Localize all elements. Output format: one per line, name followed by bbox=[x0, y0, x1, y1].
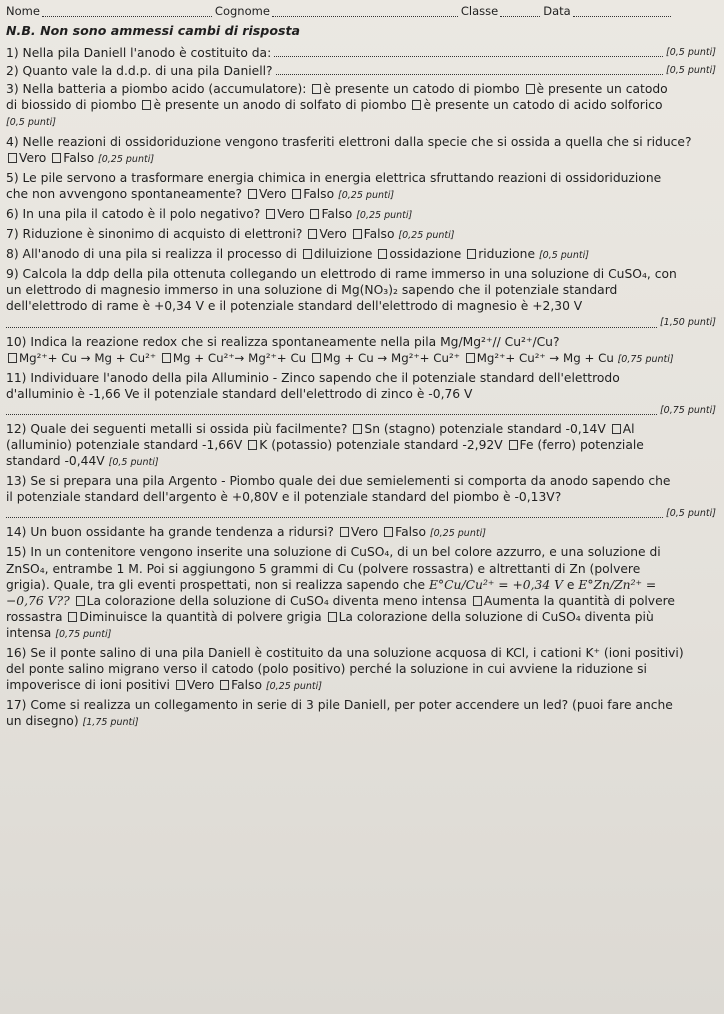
question-text: un elettrodo di magnesio immerso in una soluzione di Mg(NO₃)₂ sapendo che il potenziale standard bbox=[6, 283, 618, 298]
checkbox[interactable] bbox=[328, 612, 337, 622]
points: [0,5 punti] bbox=[108, 457, 159, 469]
question-text: 3) Nella batteria a piombo acido (accumulatore): bbox=[6, 82, 307, 97]
question-4 bbox=[6, 134, 716, 168]
question-text: 1) Nella pila Daniell l'anodo è costituito da: bbox=[6, 46, 272, 61]
option-label: standard -0,44V bbox=[6, 454, 105, 469]
checkbox[interactable] bbox=[412, 100, 421, 110]
classe-field[interactable] bbox=[500, 5, 540, 17]
question-6 bbox=[6, 206, 716, 224]
equation-cu: E°Cu/Cu²⁺ = +0,34 V bbox=[429, 577, 563, 592]
vero-label: Vero bbox=[319, 227, 347, 242]
question-2 bbox=[6, 63, 716, 79]
option-label: Diminuisce la quantità di polvere grigia bbox=[79, 609, 322, 624]
points: [0,5 punti] bbox=[666, 65, 716, 77]
checkbox-vero[interactable] bbox=[266, 209, 275, 219]
question-text: 6) In una pila il catodo è il polo negativo? bbox=[6, 206, 261, 221]
question-10 bbox=[6, 334, 716, 368]
checkbox[interactable] bbox=[467, 249, 476, 259]
points: [1,75 punti] bbox=[82, 717, 139, 729]
question-text: 15) In un contenitore vengono inserite una soluzione di CuSO₄, di un bel colore azzurro, e una soluzione di bbox=[6, 545, 661, 560]
question-text: 4) Nelle reazioni di ossidoriduzione vengono trasferiti elettroni dalla specie che si ossida a quella che si riduce? bbox=[6, 134, 692, 149]
nome-field[interactable] bbox=[42, 5, 212, 17]
nb-note: N.B. Non sono ammessi cambi di risposta bbox=[6, 23, 300, 38]
question-text: del ponte salino migrano verso il catodo (polo positivo) perché la soluzione in cui avviene la riduzione si bbox=[6, 662, 647, 677]
question-text: 10) Indica la reazione redox che si realizza spontaneamente nella pila Mg/Mg²⁺// Cu²⁺/Cu? bbox=[6, 334, 560, 349]
checkbox-vero[interactable] bbox=[340, 527, 349, 537]
points: [1,50 punti] bbox=[659, 317, 716, 329]
option-label: rossastra bbox=[6, 609, 63, 624]
question-text: grigia). Quale, tra gli eventi prospettati, non si realizza sapendo che bbox=[6, 577, 426, 592]
falso-label: Falso bbox=[63, 150, 95, 165]
question-12 bbox=[6, 421, 716, 471]
falso-label: Falso bbox=[231, 678, 262, 693]
option-label: Mg²⁺+ Cu²⁺ → Mg + Cu bbox=[476, 350, 614, 365]
question-17 bbox=[6, 697, 716, 731]
checkbox[interactable] bbox=[312, 84, 321, 94]
question-3 bbox=[6, 81, 716, 131]
classe-label: Classe bbox=[460, 3, 499, 18]
question-text: 13) Se si prepara una pila Argento - Piombo quale dei due semielementi si comporta da anodo sapendo che bbox=[6, 474, 671, 489]
answer-line[interactable] bbox=[276, 74, 663, 75]
question-text: 5) Le pile servono a trasformare energia chimica in energia elettrica sfruttando reazioni di ossidoriduzione bbox=[6, 170, 662, 185]
vero-label: Vero bbox=[19, 150, 47, 165]
answer-line[interactable] bbox=[6, 517, 663, 518]
points: [0,25 punti] bbox=[398, 230, 455, 242]
question-7 bbox=[6, 226, 716, 244]
checkbox[interactable] bbox=[303, 249, 312, 259]
option-label: La colorazione della soluzione di CuSO₄ diventa più bbox=[338, 609, 654, 624]
option-label: diluizione bbox=[313, 247, 373, 262]
vero-label: Vero bbox=[259, 186, 287, 201]
checkbox[interactable] bbox=[353, 424, 362, 434]
option-label: Sn (stagno) potenziale standard -0,14V bbox=[364, 421, 606, 436]
question-text: 12) Quale dei seguenti metalli si ossida più facilmente? bbox=[6, 421, 348, 436]
question-5 bbox=[6, 170, 716, 204]
question-text: 16) Se il ponte salino di una pila Daniell è costituito da una soluzione acquosa di KCl, i cationi K⁺ (ioni positivi) bbox=[6, 646, 684, 660]
question-text: 17) Come si realizza un collegamento in serie di 3 pile Daniell, per poter accendere un led? (puoi fare anche bbox=[6, 698, 673, 713]
nome-label: Nome bbox=[6, 3, 40, 18]
question-1 bbox=[6, 45, 716, 61]
points: [0,5 punti] bbox=[538, 250, 589, 262]
cognome-field[interactable] bbox=[272, 5, 458, 17]
question-13 bbox=[6, 473, 716, 522]
question-text: d'alluminio è -1,66 Ve il potenziale standard dell'elettrodo di zinco è -0,76 V bbox=[6, 386, 473, 401]
equation-zn-value: −0,76 V?? bbox=[6, 593, 70, 608]
checkbox-vero[interactable] bbox=[176, 680, 185, 690]
question-11 bbox=[6, 370, 716, 419]
question-text: 9) Calcola la ddp della pila ottenuta collegando un elettrodo di rame immerso in una soluzione di CuSO₄, con bbox=[6, 267, 677, 282]
option-label: K (potassio) potenziale standard -2,92V bbox=[259, 437, 503, 452]
checkbox-vero[interactable] bbox=[248, 189, 257, 199]
vero-label: Vero bbox=[186, 678, 215, 693]
checkbox[interactable] bbox=[8, 353, 17, 363]
data-label: Data bbox=[543, 3, 571, 18]
checkbox[interactable] bbox=[68, 612, 77, 622]
option-label: intensa bbox=[6, 625, 52, 640]
option-label: La colorazione della soluzione di CuSO₄ diventa meno intensa bbox=[86, 593, 467, 608]
checkbox-falso[interactable] bbox=[310, 209, 319, 219]
question-8 bbox=[6, 246, 716, 264]
question-text: il potenziale standard dell'argento è +0,80V e il potenziale standard del piombo è -0,13V? bbox=[6, 490, 562, 505]
points: [0,25 punti] bbox=[98, 153, 155, 165]
checkbox[interactable] bbox=[142, 100, 151, 110]
falso-label: Falso bbox=[321, 206, 353, 221]
points: [0,25 punti] bbox=[429, 528, 486, 540]
falso-label: Falso bbox=[395, 525, 426, 540]
vero-label: Vero bbox=[350, 525, 379, 540]
checkbox[interactable] bbox=[378, 249, 387, 259]
points: [0,25 punti] bbox=[356, 209, 413, 221]
question-text: un disegno) bbox=[6, 714, 79, 729]
checkbox[interactable] bbox=[76, 596, 85, 606]
option-label: Mg²⁺+ Cu → Mg + Cu²⁺ bbox=[19, 350, 157, 365]
answer-line[interactable] bbox=[6, 414, 657, 415]
option-label: ossidazione bbox=[389, 247, 462, 262]
equation-zn: E°Zn/Zn²⁺ = bbox=[578, 577, 657, 592]
points: [0,25 punti] bbox=[338, 189, 395, 201]
vero-label: Vero bbox=[277, 206, 305, 221]
checkbox-vero[interactable] bbox=[8, 153, 17, 163]
points: [0,5 punti] bbox=[666, 47, 716, 59]
question-text: 2) Quanto vale la d.d.p. di una pila Daniell? bbox=[6, 64, 273, 79]
option-label: è presente un catodo di acido solforico bbox=[423, 98, 663, 113]
option-label: è presente un anodo di solfato di piombo bbox=[153, 98, 407, 113]
question-text: 14) Un buon ossidante ha grande tendenza a ridursi? bbox=[6, 525, 334, 540]
option-label: Aumenta la quantità di polvere bbox=[483, 593, 675, 608]
checkbox-falso[interactable] bbox=[52, 153, 61, 163]
points: [0,75 punti] bbox=[659, 404, 716, 416]
checkbox-falso[interactable] bbox=[292, 189, 301, 199]
falso-label: Falso bbox=[363, 227, 395, 242]
question-9 bbox=[6, 266, 716, 331]
checkbox[interactable] bbox=[473, 596, 482, 606]
checkbox[interactable] bbox=[162, 353, 171, 363]
option-label: è presente un catodo bbox=[536, 82, 668, 97]
question-text: 11) Individuare l'anodo della pila Alluminio - Zinco sapendo che il potenziale standard dell'elettrodo bbox=[6, 370, 620, 385]
answer-line[interactable] bbox=[274, 56, 663, 57]
cognome-label: Cognome bbox=[214, 3, 270, 18]
points: [0,5 punti] bbox=[666, 508, 716, 520]
question-text: 7) Riduzione è sinonimo di acquisto di elettroni? bbox=[6, 227, 303, 242]
checkbox-falso[interactable] bbox=[384, 527, 393, 537]
checkbox[interactable] bbox=[509, 440, 518, 450]
falso-label: Falso bbox=[303, 186, 335, 201]
question-text: che non avvengono spontaneamente? bbox=[6, 186, 243, 201]
question-16 bbox=[6, 645, 716, 695]
option-label: Mg + Cu²⁺→ Mg²⁺+ Cu bbox=[172, 350, 307, 365]
question-text: ZnSO₄, entrambe 1 M. Poi si aggiungono 5 grammi di Cu (polvere rossastra) e altrettanti di Zn (polvere bbox=[6, 561, 641, 576]
checkbox-falso[interactable] bbox=[220, 680, 229, 690]
option-label: riduzione bbox=[478, 247, 536, 262]
option-label: Mg + Cu → Mg²⁺+ Cu²⁺ bbox=[322, 350, 460, 365]
option-label: di biossido di piombo bbox=[6, 98, 137, 113]
equation-joiner: e bbox=[566, 577, 575, 592]
option-label: è presente un catodo di piombo bbox=[323, 82, 520, 97]
question-text: 8) All'anodo di una pila si realizza il processo di bbox=[6, 247, 297, 262]
points: [0,5 punti] bbox=[6, 117, 56, 129]
checkbox-falso[interactable] bbox=[353, 229, 362, 239]
option-label: (alluminio) potenziale standard -1,66V bbox=[6, 437, 243, 452]
checkbox[interactable] bbox=[466, 353, 475, 363]
data-field[interactable] bbox=[573, 5, 671, 17]
checkbox[interactable] bbox=[612, 424, 621, 434]
question-text: dell'elettrodo di rame è +0,34 V e il potenziale standard dell'elettrodo di magnesio è +2,30 V bbox=[6, 299, 583, 314]
points: [0,75 punti] bbox=[55, 628, 112, 640]
student-header bbox=[6, 3, 716, 19]
checkbox[interactable] bbox=[248, 440, 257, 450]
question-15 bbox=[6, 544, 716, 643]
checkbox[interactable] bbox=[312, 353, 321, 363]
option-label: Fe (ferro) potenziale bbox=[519, 437, 644, 452]
answer-line[interactable] bbox=[6, 327, 657, 328]
points: [0,75 punti] bbox=[617, 353, 674, 365]
checkbox-vero[interactable] bbox=[308, 229, 317, 239]
question-14 bbox=[6, 524, 716, 542]
checkbox[interactable] bbox=[526, 84, 535, 94]
question-text: impoverisce di ioni positivi bbox=[6, 678, 170, 693]
points: [0,25 punti] bbox=[265, 681, 322, 693]
option-label: Al bbox=[622, 421, 635, 436]
